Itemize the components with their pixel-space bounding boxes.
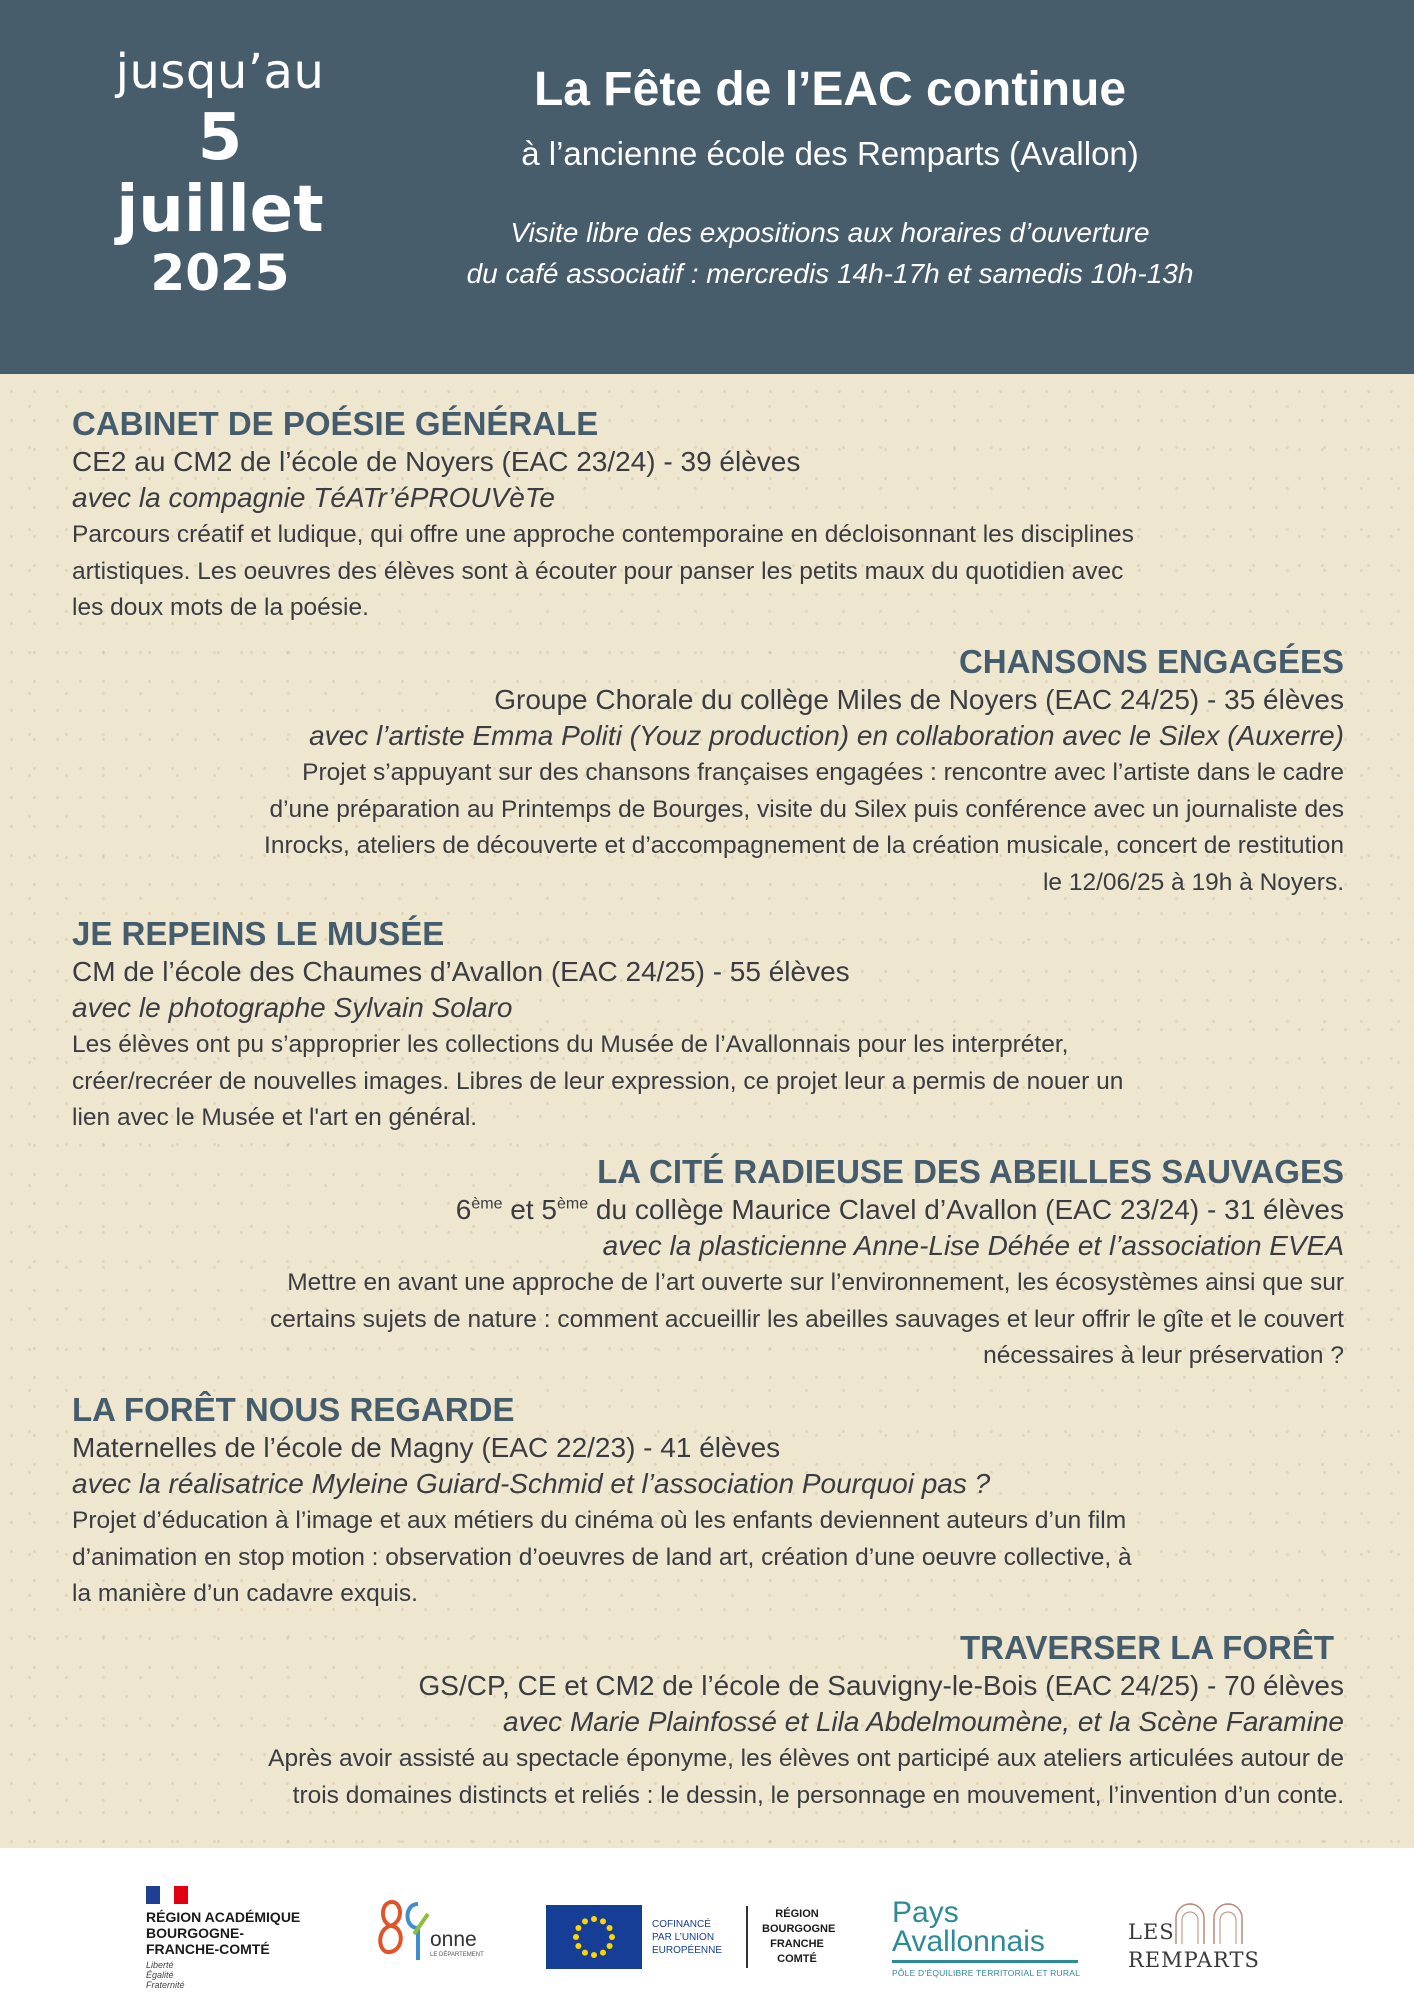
partner-logos-footer [0, 1848, 1414, 2000]
desc-line: nécessaires à leur préservation ? [983, 1342, 1344, 1370]
date-until: jusqu’au [115, 44, 325, 100]
section-je-repeins-le-musee [72, 914, 1344, 1137]
section-partner: avec l’artiste Emma Politi (Youz production) en collaboration avec le Silex (Auxerre) [309, 719, 1344, 751]
eu-cofinance-text: COFINANCÉ PAR L’UNION EUROPÉENNE [652, 1918, 723, 1956]
section-partner: avec la plasticienne Anne-Lise Déhée et l’association EVEA [602, 1229, 1344, 1261]
section-chansons-engagees [72, 642, 1344, 902]
section-description [72, 1503, 1344, 1613]
section-title: CABINET DE POÉSIE GÉNÉRALE [72, 405, 599, 442]
section-class: GS/CP, CE et CM2 de l’école de Sauvigny-le-Bois (EAC 24/25) - 70 élèves [418, 1670, 1344, 1702]
section-partner: avec Marie Plainfossé et Lila Abdelmoumène, et la Scène Faramine [503, 1705, 1344, 1737]
opening-info-2: du café associatif : mercredis 14h-17h et samedis 10h-13h [466, 257, 1194, 289]
pays-name-line1: Pays [892, 1896, 959, 1929]
desc-line: Projet s’appuyant sur des chansons françaises engagées : rencontre avec l’artiste dans le cadre [302, 758, 1344, 786]
yonne-wordmark: onne [430, 1928, 477, 1951]
opening-info-1: Visite libre des expositions aux horaires d’ouverture [510, 217, 1150, 248]
class-part: du collège Maurice Clavel d’Avallon (EAC 23/24) - 31 élèves [588, 1194, 1344, 1226]
pays-underline [892, 1960, 1078, 1964]
region-academique-name: RÉGION ACADÉMIQUE BOURGOGNE- FRANCHE-COMTÉ [146, 1909, 301, 1958]
desc-line: lien avec le Musée et l'art en général. [72, 1104, 478, 1132]
region-academique-logo [146, 1886, 346, 1991]
section-class: Groupe Chorale du collège Miles de Noyers (EAC 24/25) - 35 élèves [494, 684, 1344, 716]
section-class [72, 1192, 1344, 1227]
section-description [72, 1265, 1344, 1375]
desc-line: Mettre en avant une approche de l’art ouverte sur l’environnement, les écosystèmes ainsi que sur [287, 1268, 1344, 1296]
eu-cofinance-logo [546, 1904, 846, 1970]
section-title: JE REPEINS LE MUSÉE [72, 915, 445, 952]
desc-line: créer/recréer de nouvelles images. Libres de leur expression, ce projet leur a permis de nouer un [72, 1067, 1124, 1095]
section-class: CE2 au CM2 de l’école de Noyers (EAC 23/24) - 39 élèves [72, 446, 801, 478]
date-block [80, 44, 360, 302]
class-part: et 5 [502, 1194, 557, 1226]
pays-name-line2: Avallonnais [892, 1925, 1045, 1959]
section-traverser-la-foret [72, 1628, 1344, 1814]
section-title: TRAVERSER LA FORÊT [959, 1629, 1334, 1666]
logo-divider [746, 1906, 748, 1968]
desc-line: artistiques. Les oeuvres des élèves sont à écouter pour panser les petits maux du quotidien avec [72, 557, 1124, 585]
section-description [72, 1741, 1344, 1815]
header-text [380, 62, 1280, 294]
desc-line: le 12/06/25 à 19h à Noyers. [1042, 869, 1344, 897]
desc-line: d’une préparation au Printemps de Bourges, visite du Silex puis conférence avec un journaliste des [269, 795, 1344, 823]
section-class: Maternelles de l’école de Magny (EAC 22/23) - 41 élèves [72, 1432, 781, 1464]
section-title: LA FORÊT NOUS REGARDE [72, 1391, 515, 1428]
region-bfc-text: RÉGION BOURGOGNE FRANCHE COMTÉ [762, 1908, 836, 1965]
desc-line: la manière d’un cadavre exquis. [72, 1580, 418, 1608]
page-subtitle: à l’ancienne école des Remparts (Avallon) [521, 135, 1139, 172]
page-title: La Fête de l’EAC continue [533, 63, 1127, 116]
desc-line: les doux mots de la poésie. [72, 594, 369, 622]
date-month: juillet [116, 173, 324, 247]
section-cabinet-poesie [72, 404, 1344, 627]
section-partner: avec la réalisatrice Myleine Guiard-Schmid et l’association Pourquoi pas ? [72, 1467, 991, 1499]
desc-line: Après avoir assisté au spectacle éponyme, les élèves ont participé aux ateliers articulées autour de [268, 1744, 1344, 1772]
les-remparts-logo [1124, 1898, 1274, 1978]
desc-line: Les élèves ont pu s’approprier les collections du Musée de l’Avallonnais pour les interpréter, [72, 1030, 1069, 1058]
arches-icon [1170, 1898, 1260, 1946]
pays-tagline: PÔLE D’ÉQUILIBRE TERRITORIAL ET RURAL [892, 1967, 1080, 1978]
desc-line: d’animation en stop motion : observation d’oeuvres de land art, création d’une oeuvre collective, à [72, 1543, 1132, 1571]
remparts-name: REMPARTS [1128, 1948, 1260, 1972]
pays-avallonnais-logo [892, 1898, 1082, 1978]
yonne-logo [374, 1894, 494, 1968]
section-foret-nous-regarde [72, 1390, 1344, 1613]
section-partner: avec le photographe Sylvain Solaro [72, 991, 513, 1023]
class-sup: ème [556, 1195, 589, 1213]
class-part: 6 [455, 1194, 472, 1226]
eu-flag-icon [546, 1905, 642, 1969]
desc-line: Parcours créatif et ludique, qui offre une approche contemporaine en décloisonnant les disciplines [72, 520, 1134, 548]
desc-line: Projet d’éducation à l’image et aux métiers du cinéma où les enfants deviennent auteurs d’un film [72, 1506, 1127, 1534]
section-description [72, 755, 1344, 902]
section-description [72, 1027, 1344, 1137]
section-title: CHANSONS ENGAGÉES [958, 643, 1344, 680]
section-partner: avec la compagnie TéATr’éPROUVèTe [72, 481, 555, 513]
remparts-les: LES [1128, 1920, 1175, 1944]
region-motto: Liberté Égalité Fraternité [146, 1960, 185, 1991]
date-year: 2025 [150, 244, 290, 302]
date-day: 5 [197, 101, 243, 175]
desc-line: Inrocks, ateliers de découverte et d’accompagnement de la création musicale, concert de restitution [264, 832, 1344, 860]
yonne-subtitle: LE DÉPARTEMENT [430, 1952, 484, 1958]
section-class: CM de l’école des Chaumes d’Avallon (EAC 24/25) - 55 élèves [72, 956, 850, 988]
section-cite-radieuse [72, 1152, 1344, 1375]
section-title: LA CITÉ RADIEUSE DES ABEILLES SAUVAGES [597, 1153, 1344, 1190]
section-description [72, 517, 1344, 627]
french-flag-icon [146, 1886, 188, 1904]
desc-line: trois domaines distincts et reliés : le dessin, le personnage en mouvement, l’invention d’un conte. [292, 1781, 1344, 1809]
header-banner [0, 0, 1414, 374]
desc-line: certains sujets de nature : comment accueillir les abeilles sauvages et leur offrir le gîte et le couvert [270, 1305, 1344, 1333]
class-sup: ème [471, 1195, 503, 1213]
